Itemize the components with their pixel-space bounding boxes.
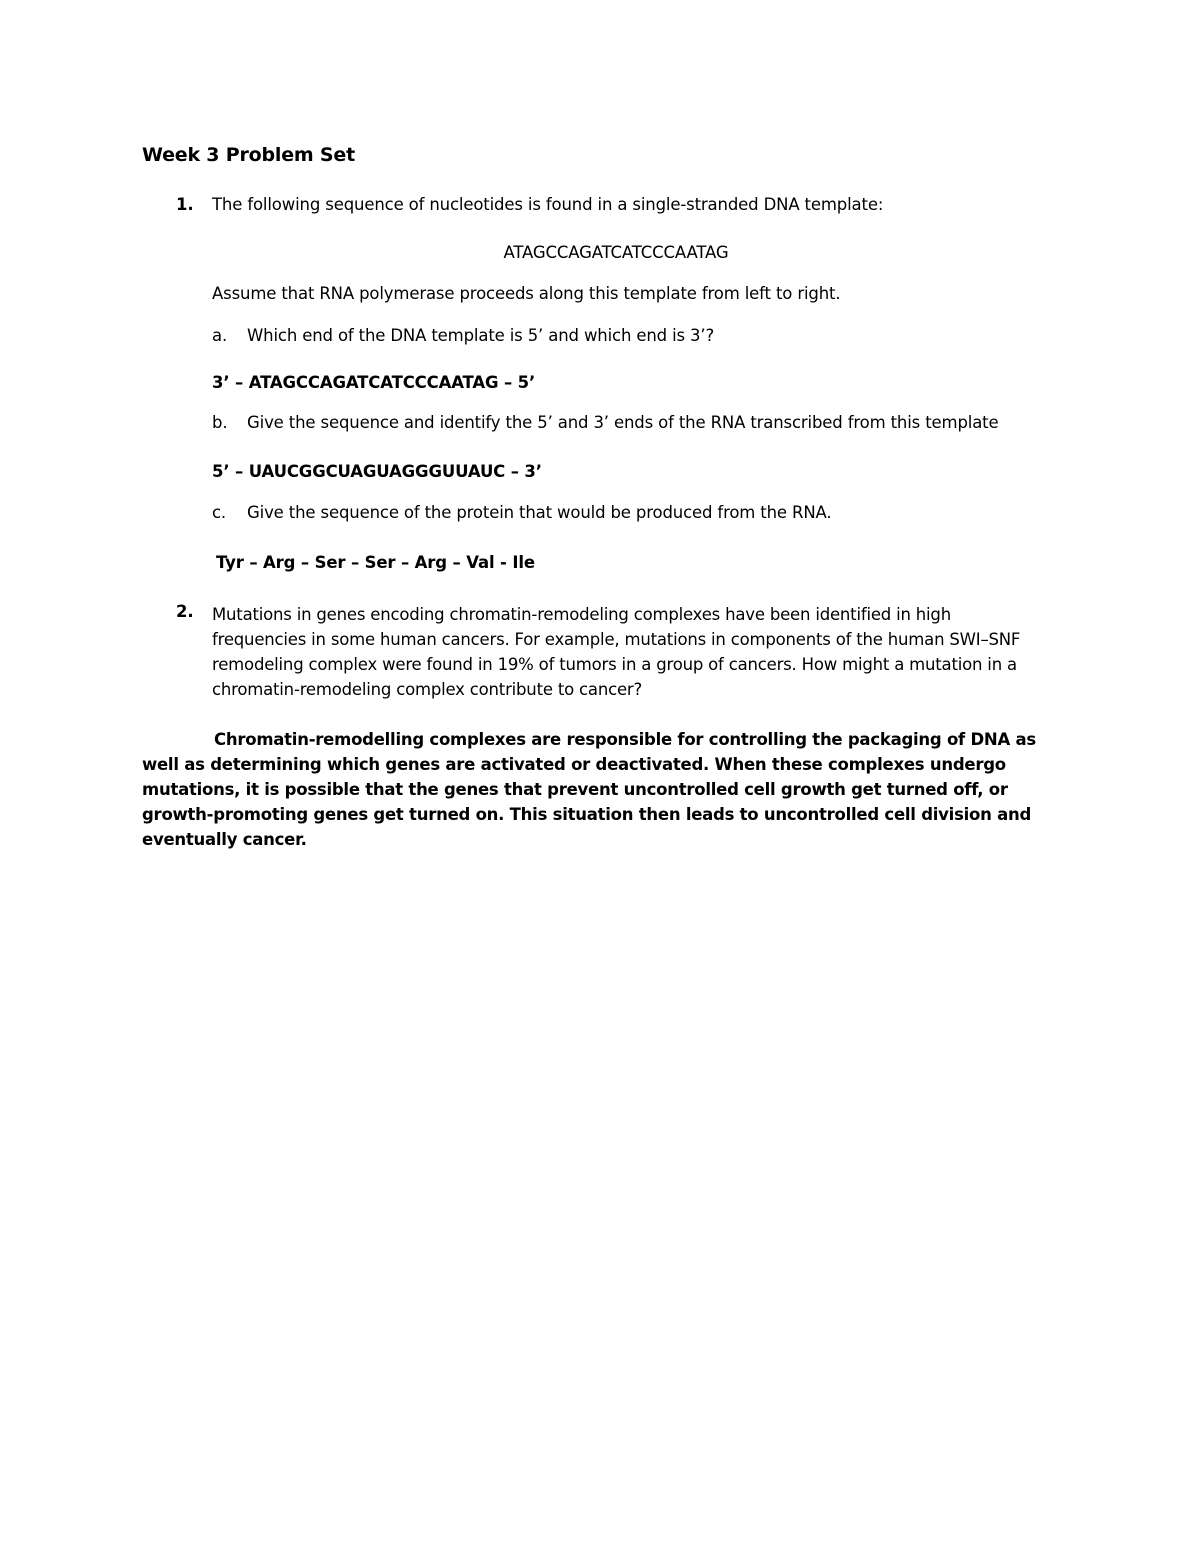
- q2-prompt: Mutations in genes encoding chromatin-remodeling complexes have been identified in high frequencies in some human cancers. For example, mutations in components of the human SWI–SNF remodeling complex were found in 19% of tumors in a group of cancers. How might a mutation in a chromatin-remodeling complex contribute to cancer?: [212, 605, 1021, 699]
- q1b-label: b.: [212, 413, 228, 432]
- q1-prompt: The following sequence of nucleotides is found in a single-stranded DNA template:: [212, 195, 884, 214]
- q1c-label: c.: [212, 503, 227, 522]
- q1c-answer: Tyr – Arg – Ser – Ser – Arg – Val - Ile: [216, 553, 535, 572]
- q2-answer: Chromatin-remodelling complexes are responsible for controlling the packaging of DNA as well as determining which genes are activated or deactivated. When these complexes undergo mutations, it is possible that the genes that prevent uncontrolled cell growth get turned off, or growth-promoting genes get turned on. This situation then leads to uncontrolled cell division and eventually cancer.: [142, 730, 1036, 849]
- page-title: Week 3 Problem Set: [142, 144, 355, 166]
- q1b-text: Give the sequence and identify the 5’ and 3’ ends of the RNA transcribed from this template: [247, 413, 999, 432]
- q1c-text: Give the sequence of the protein that would be produced from the RNA.: [247, 503, 832, 522]
- q2-number: 2.: [176, 602, 194, 621]
- q2-answer-paragraph: [142, 727, 1062, 852]
- q1-number: 1.: [176, 195, 194, 214]
- q1b-answer: 5’ – UAUCGGCUAGUAGGGUUAUC – 3’: [212, 462, 542, 481]
- q1-sequence: ATAGCCAGATCATCCCAATAG: [503, 243, 729, 262]
- q1a-answer: 3’ – ATAGCCAGATCATCCCAATAG – 5’: [212, 373, 536, 392]
- q1a-label: a.: [212, 326, 228, 345]
- q1a-text: Which end of the DNA template is 5’ and which end is 3’?: [247, 326, 715, 345]
- q1-assumption: Assume that RNA polymerase proceeds along this template from left to right.: [212, 284, 841, 303]
